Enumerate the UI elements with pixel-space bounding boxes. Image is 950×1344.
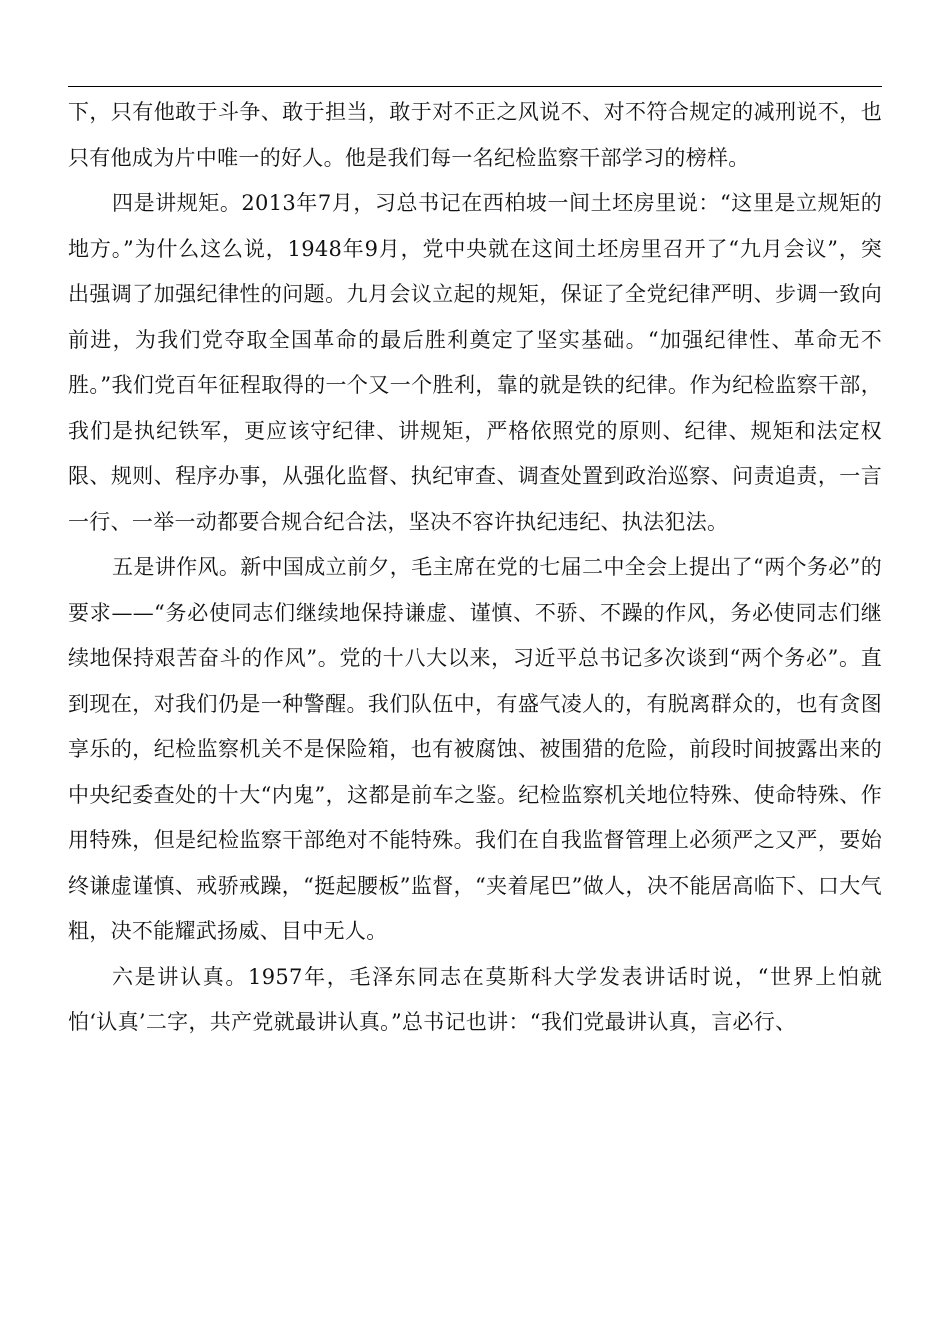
paragraph-style: 五是讲作风。新中国成立前夕，毛主席在党的七届二中全会上提出了“两个务必”的要求——“务必使同志们继续地保持谦虚、谨慎、不骄、不躁的作风，务必使同志们继续地保持艰苦奋斗的作风”。党的十八大以来，习近平总书记多次谈到“两个务必”。直到现在，对我们仍是一种警醒。我们队伍中，有盛气凌人的，有脱离群众的，也有贪图享乐的，纪检监察机关不是保险箱，也有被腐蚀、被围猎的危险，前段时间披露出来的中央纪委查处的十大“内鬼”，这都是前车之鉴。纪检监察机关地位特殊、使命特殊、作用特殊，但是纪检监察干部绝对不能特殊。我们在自我监督管理上必须严之又严，要始终谦虚谨慎、戒骄戒躁，“挺起腰板”监督，“夹着尾巴”做人，决不能居高临下、口大气粗，决不能耀武扬威、目中无人。 [68, 555, 882, 943]
paragraph-continuation: 下，只有他敢于斗争、敢于担当，敢于对不正之风说不、对不符合规定的减刑说不，也只有他成为片中唯一的好人。他是我们每一名纪检监察干部学习的榜样。 [68, 100, 882, 170]
document-body [68, 90, 882, 1046]
header-rule [68, 86, 882, 87]
paragraph-rules: 四是讲规矩。2013年7月，习总书记在西柏坡一间土坯房里说：“这里是立规矩的地方。”为什么这么说，1948年9月，党中央就在这间土坯房里召开了“九月会议”，突出强调了加强纪律性的问题。九月会议立起的规矩，保证了全党纪律严明、步调一致向前进，为我们党夺取全国革命的最后胜利奠定了坚实基础。“加强纪律性、革命无不胜。”我们党百年征程取得的一个又一个胜利，靠的就是铁的纪律。作为纪检监察干部，我们是执纪铁军，更应该守纪律、讲规矩，严格依照党的原则、纪律、规矩和法定权限、规则、程序办事，从强化监督、执纪审查、调查处置到政治巡察、问责追责，一言一行、一举一动都要合规合纪合法，坚决不容许执纪违纪、执法犯法。 [68, 191, 882, 534]
paragraph-earnest: 六是讲认真。1957年，毛泽东同志在莫斯科大学发表讲话时说，“世界上怕就怕‘认真’二字，共产党就最讲认真。”总书记也讲：“我们党最讲认真，言必行、 [68, 964, 882, 1034]
